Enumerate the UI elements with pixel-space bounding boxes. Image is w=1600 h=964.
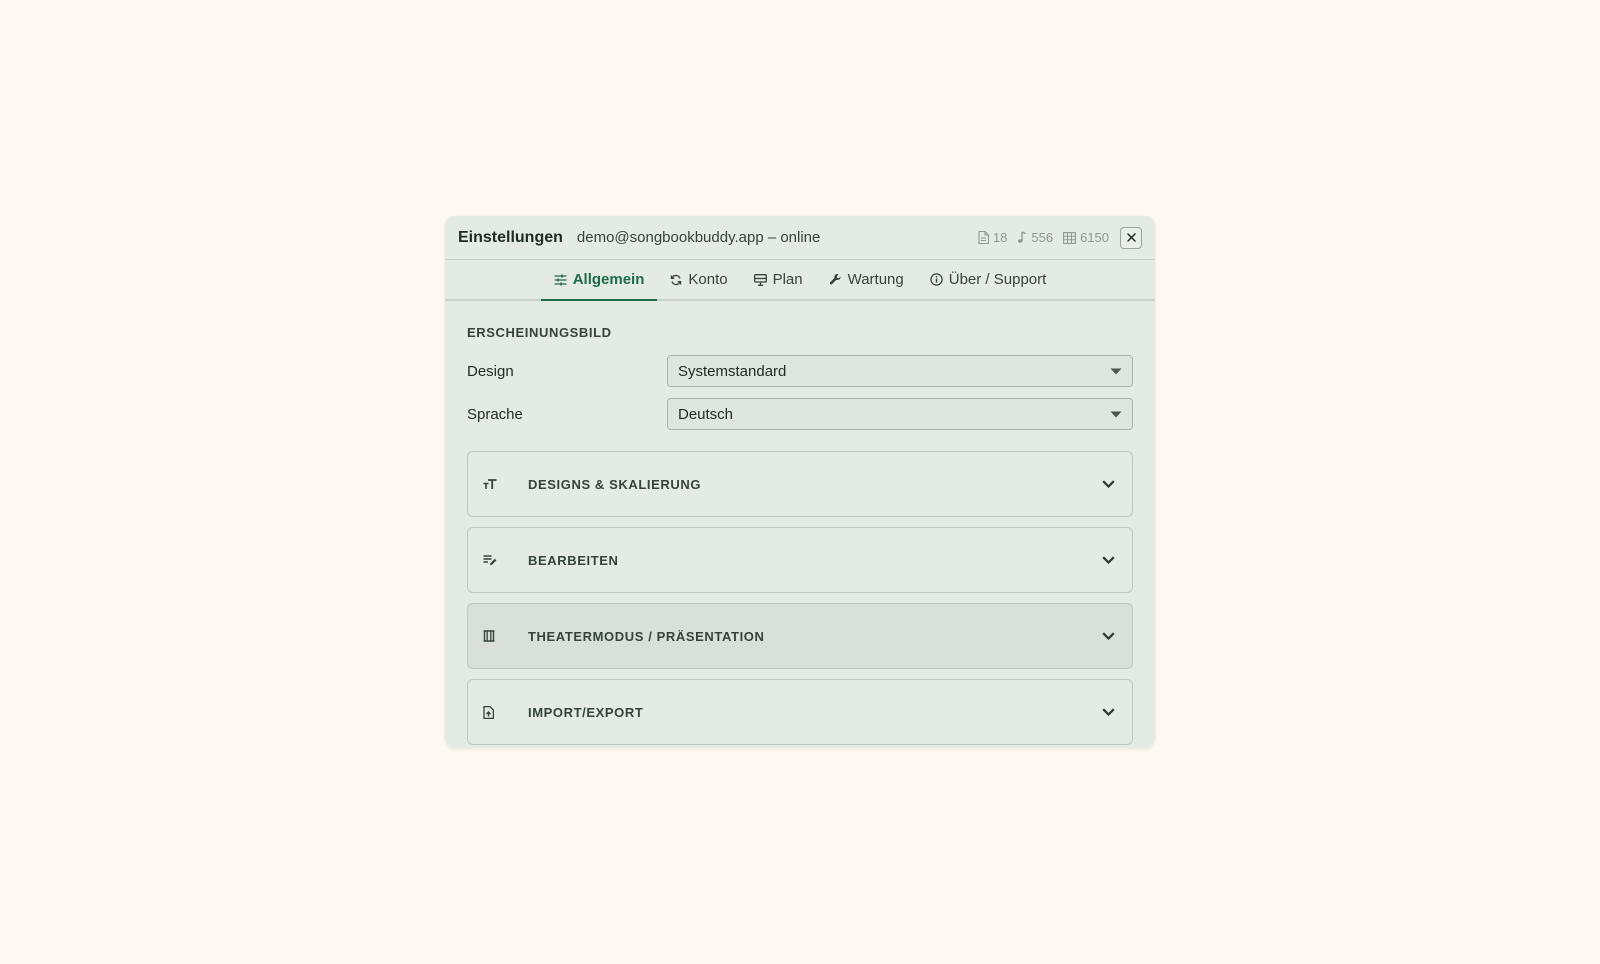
panel-import-export[interactable] <box>467 679 1133 745</box>
panel-edit[interactable] <box>467 527 1133 593</box>
theater-icon <box>483 630 495 642</box>
tab-allgemein-label: Allgemein <box>572 271 645 288</box>
tab-support-label: Über / Support <box>948 271 1047 288</box>
tab-bar <box>445 260 1155 301</box>
stat-documents <box>978 230 1007 245</box>
tab-plan-label: Plan <box>772 271 803 288</box>
tab-konto-label: Konto <box>688 271 728 288</box>
account-status: demo@songbookbuddy.app – online <box>576 229 821 246</box>
presentation-icon <box>754 274 767 286</box>
close-button[interactable] <box>1120 227 1142 249</box>
chevron-down-icon <box>1102 632 1115 640</box>
design-row <box>467 355 1133 387</box>
grid-icon <box>1063 232 1076 244</box>
chevron-down-icon <box>1102 708 1115 716</box>
accordion <box>467 451 1133 745</box>
chevron-down-icon <box>1102 556 1115 564</box>
music-note-icon <box>1017 231 1027 244</box>
design-select[interactable] <box>667 355 1133 387</box>
language-select[interactable] <box>667 398 1133 430</box>
language-select-value: Deutsch <box>678 405 734 423</box>
tab-allgemein[interactable] <box>541 260 658 299</box>
language-row <box>467 398 1133 430</box>
tab-wartung[interactable] <box>816 260 917 299</box>
panel-import-export-label: IMPORT/EXPORT <box>528 704 644 720</box>
stat-entries <box>1063 230 1109 245</box>
stat-entries-value: 6150 <box>1080 230 1109 245</box>
stat-documents-value: 18 <box>992 230 1008 245</box>
panel-designs-scaling[interactable] <box>467 451 1133 517</box>
caret-down-icon <box>1110 411 1122 418</box>
edit-list-icon <box>483 554 497 566</box>
sliders-icon <box>554 274 567 286</box>
wrench-icon <box>829 273 842 286</box>
info-icon <box>930 273 943 286</box>
tab-plan[interactable] <box>741 260 816 299</box>
tab-wartung-label: Wartung <box>847 271 904 288</box>
tab-konto[interactable] <box>657 260 740 299</box>
panel-theater-mode-label: THEATERMODUS / PRÄSENTATION <box>528 628 765 644</box>
panel-edit-label: BEARBEITEN <box>528 552 619 568</box>
dialog-header <box>445 216 1155 260</box>
tab-support[interactable] <box>917 260 1060 299</box>
settings-content <box>445 301 1155 745</box>
design-label: Design <box>467 362 514 380</box>
stat-songs <box>1017 230 1053 245</box>
panel-designs-scaling-label: DESIGNS & SKALIERUNG <box>528 476 702 492</box>
file-upload-icon <box>483 706 494 719</box>
settings-dialog <box>445 216 1155 748</box>
design-select-value: Systemstandard <box>678 362 787 380</box>
close-icon <box>1127 233 1136 242</box>
caret-down-icon <box>1110 368 1122 375</box>
document-icon <box>978 231 989 244</box>
sync-icon <box>670 274 682 286</box>
language-label: Sprache <box>467 405 523 423</box>
section-heading-appearance: ERSCHEINUNGSBILD <box>467 325 612 340</box>
text-size-icon <box>483 478 497 490</box>
stat-songs-value: 556 <box>1031 230 1054 245</box>
chevron-down-icon <box>1102 480 1115 488</box>
dialog-title: Einstellungen <box>458 228 563 246</box>
panel-theater-mode[interactable] <box>467 603 1133 669</box>
